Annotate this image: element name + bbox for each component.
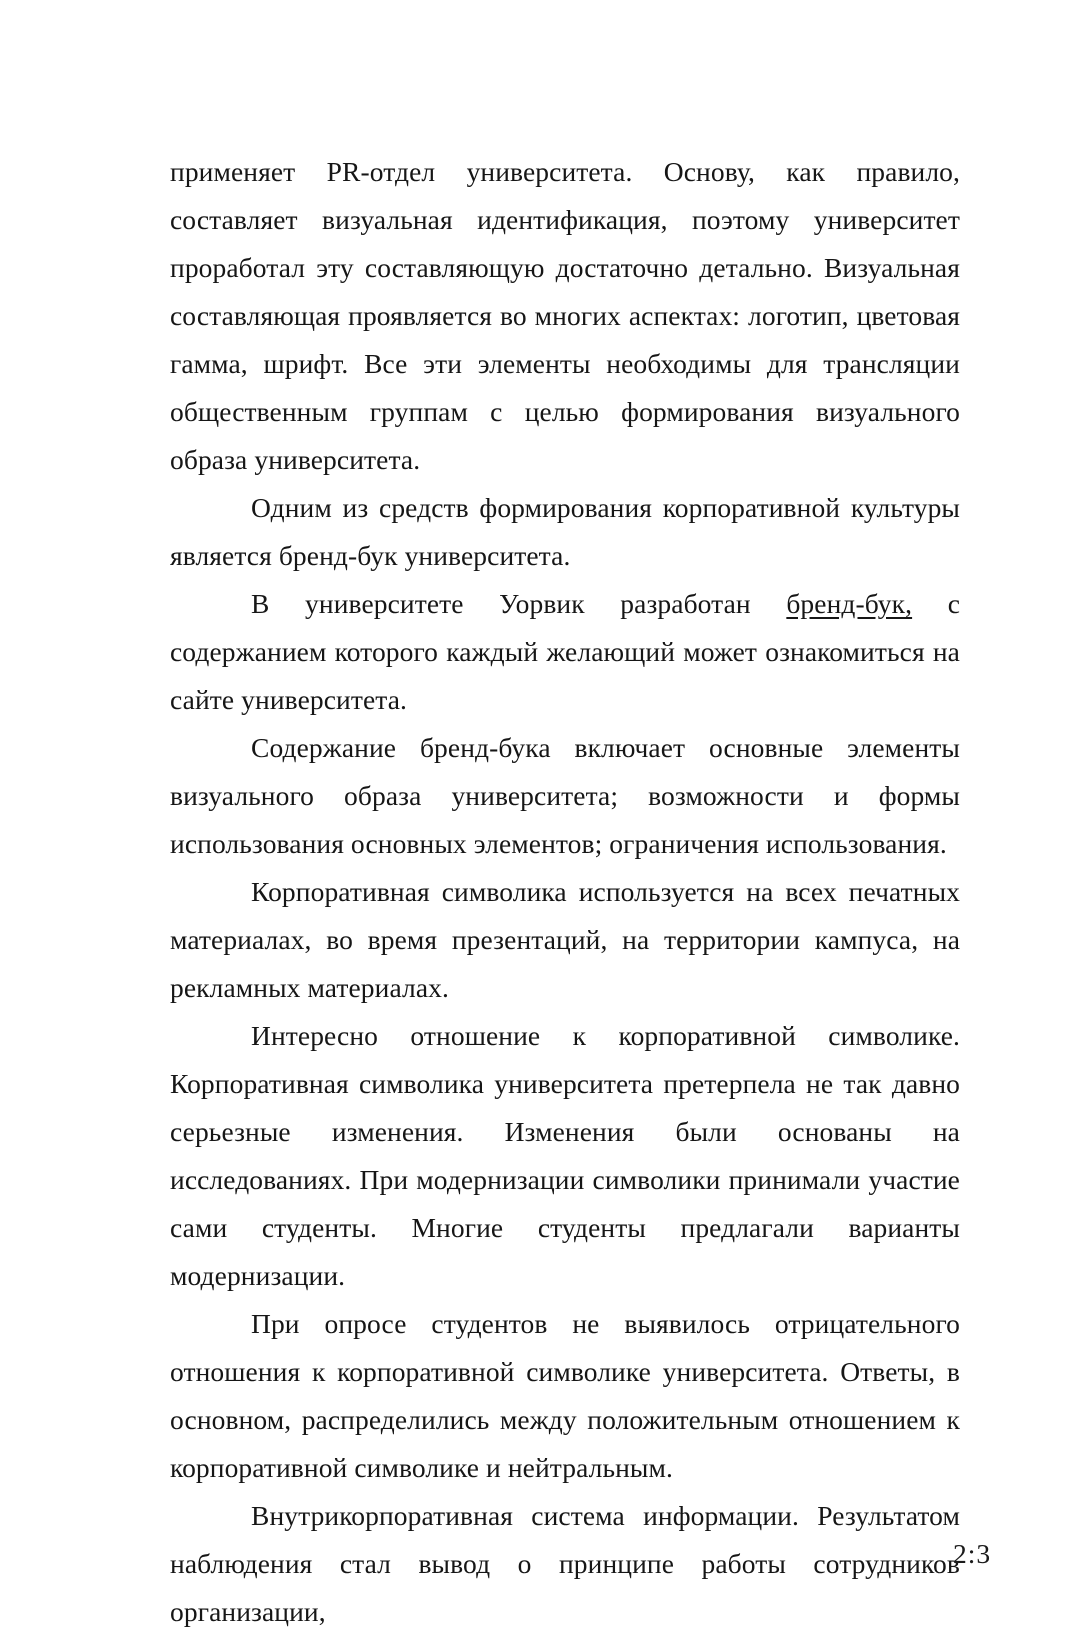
paragraph-6: Интересно отношение к корпоративной символике. Корпоративная символика университета претерпела не так давно серьезные изменения. Изменения были основаны на исследованиях. При модернизации символики принимали участие сами студенты. Многие студенты предлагали варианты модернизации. [170,1020,960,1291]
paragraph-3-start: В университете Уорвик разработан [251,588,787,619]
paragraph-1: применяет PR-отдел университета. Основу, как правило, составляет визуальная идентификация, поэтому университет проработал эту составляющую достаточно детально. Визуальная составляющая проявляется во многих аспектах: логотип, цветовая гамма, шрифт. Все эти элементы необходимы для трансляции общественным группам с целью формирования визуального образа университета. [170,156,960,475]
brand-book-link[interactable]: бренд-бук, [786,588,913,619]
page-number: 2:3 [953,1538,992,1569]
paragraph-4: Содержание бренд-бука включает основные элементы визуального образа университета; возможности и формы использования основных элементов; ограничения использования. [170,732,960,859]
paragraph-3 [170,580,960,724]
document-body [170,148,960,1636]
paragraph-8: Внутрикорпоративная система информации. Результатом наблюдения стал вывод о принципе работы сотрудников организации, [170,1500,960,1627]
paragraph-3-end: с содержанием которого каждый желающий может ознакомиться на сайте университета. [170,588,960,715]
paragraph-2: Одним из средств формирования корпоративной культуры является бренд-бук университета. [170,492,960,571]
paragraph-5: Корпоративная символика используется на всех печатных материалах, во время презентаций, на территории кампуса, на рекламных материалах. [170,876,960,1003]
paragraph-7: При опросе студентов не выявилось отрицательного отношения к корпоративной символике университета. Ответы, в основном, распределились между положительным отношением к корпоративной символике и нейтральным. [170,1308,960,1483]
